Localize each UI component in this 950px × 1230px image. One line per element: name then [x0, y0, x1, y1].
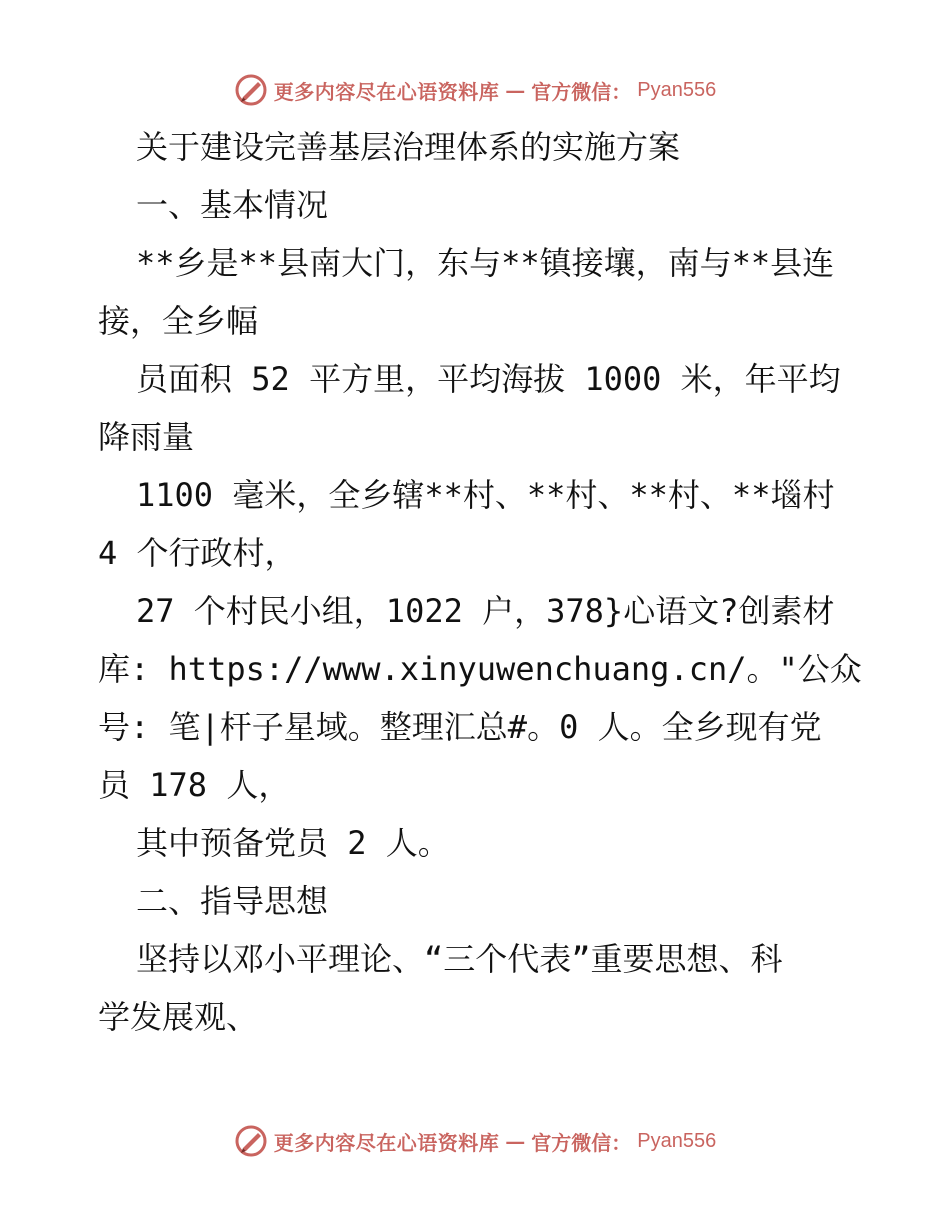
doc-line: 号: 笔|杆子星域。整理汇总#。0 人。全乡现有党 [98, 708, 822, 746]
doc-line: 其中预备党员 2 人。 [136, 824, 450, 862]
banner-wechat-label: 官方微信： [531, 79, 632, 104]
banner-wechat-handle: Pyan556 [637, 78, 717, 101]
doc-line: **乡是**县南大门，东与**镇接壤，南与**县连 [136, 244, 835, 282]
doc-line: 接，全乡幅 [98, 302, 259, 340]
footer-banner [0, 1121, 950, 1161]
banner-wechat-handle: Pyan556 [637, 1129, 717, 1152]
doc-line: 一、基本情况 [136, 186, 329, 224]
header-banner [0, 70, 950, 110]
doc-line: 27 个村民小组，1022 户，378}心语文?创素材 [136, 592, 835, 630]
doc-line: 员面积 52 平方里，平均海拔 1000 米，年平均 [136, 360, 841, 398]
pen-logo-icon [234, 73, 268, 107]
pen-logo-icon [234, 1124, 268, 1158]
doc-line: 关于建设完善基层治理体系的实施方案 [136, 128, 681, 166]
doc-line: 二、指导思想 [136, 882, 329, 920]
banner-dash: — [505, 1129, 526, 1153]
doc-line: 4 个行政村， [98, 534, 297, 572]
doc-line: 员 178 人， [98, 766, 291, 804]
doc-line: 库: https://www.xinyuwenchuang.cn/。"公众 [98, 650, 862, 688]
banner-wechat-label: 官方微信： [531, 1130, 632, 1155]
doc-line: 学发展观、 [98, 998, 259, 1036]
doc-line: 坚持以邓小平理论、“三个代表”重要思想、科 [136, 940, 783, 978]
banner-dash: — [505, 78, 526, 102]
banner-title: 更多内容尽在心语资料库 [273, 1130, 500, 1155]
document-body [98, 118, 862, 1046]
doc-line: 降雨量 [98, 418, 195, 456]
doc-line: 1100 毫米，全乡辖**村、**村、**村、**堖村 [136, 476, 835, 514]
banner-title: 更多内容尽在心语资料库 [273, 79, 500, 104]
